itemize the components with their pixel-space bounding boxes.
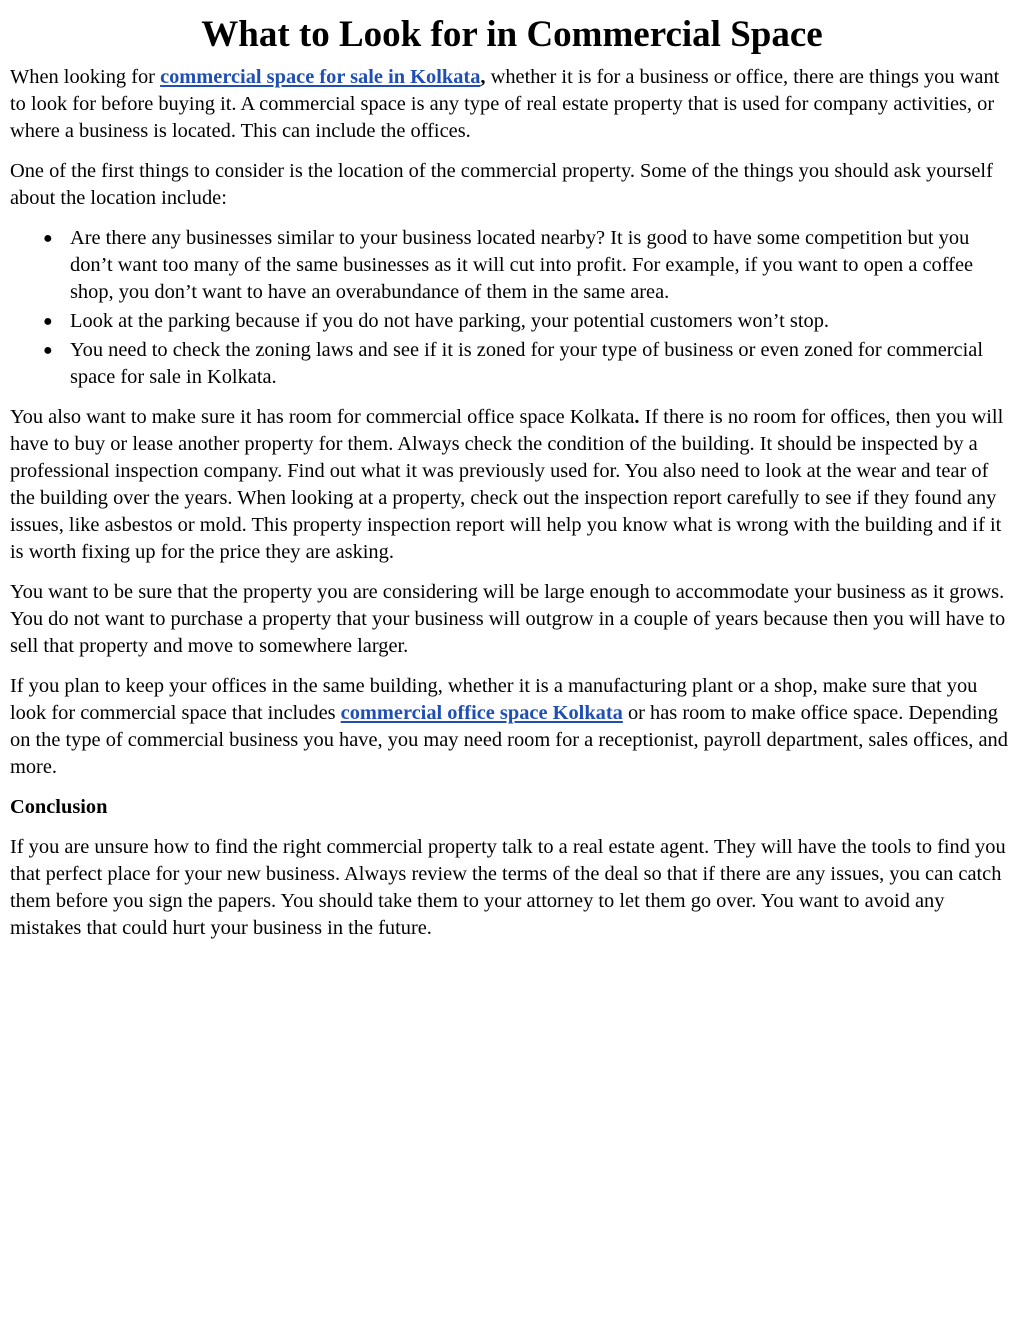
offices-text-end: or has room to make office space. Depending on the type of commercial business you have, you may need room for a receptionist, payroll department, sales offices, and more.: [10, 702, 1008, 778]
office-room-text-end: If there is no room for offices, then you will have to buy or lease another property for them. Always check the condition of the building. It should be inspected by a professional inspection company. Find out what it was previously used for. You also need to look at the wear and tear of the building over the years. When looking at a property, check out the inspection report carefully to see if they found any issues, like asbestos or mold. This property inspection report will help you know what is wrong with the building and if it is worth fixing up for the price they are asking.: [10, 406, 1004, 563]
bullet-icon: ●: [43, 342, 53, 359]
conclusion-paragraph: If you are unsure how to find the right commercial property talk to a real estate agent. They will have the tools to find you that perfect place for your new business. Always review the terms of the deal so that if there are any issues, you can catch them before you sign the papers. You should take them to your attorney to let them go over. You want to avoid any mistakes that could hurt your business in the future.: [10, 836, 1006, 939]
intro-text-start: When looking for: [10, 66, 161, 88]
location-paragraph: One of the first things to consider is the location of the commercial property. Some of the things you should ask yourself about the location include:: [10, 160, 993, 209]
list-item: [43, 225, 1014, 306]
office-room-paragraph: [10, 404, 1014, 566]
list-item: [43, 337, 1014, 391]
growth-paragraph: You want to be sure that the property you are considering will be large enough to accommodate your business as it grows. You do not want to purchase a property that your business will outgrow in a couple of years because then you will have to sell that property and move to somewhere larger.: [10, 581, 1006, 657]
intro-comma: ,: [480, 66, 486, 88]
office-room-period: .: [634, 406, 640, 428]
offices-text-start: If you plan to keep your offices in the same building, whether it is a manufacturing plant or a shop, make sure that you look for commercial space that includes: [10, 675, 978, 724]
office-room-text-start: You also want to make sure it has room for commercial office space Kolkata: [10, 406, 635, 428]
intro-paragraph: [10, 64, 1014, 145]
link-commercial-office-space[interactable]: commercial office space Kolkata: [340, 702, 623, 724]
offices-paragraph: [10, 673, 1014, 781]
list-item: [43, 308, 1014, 335]
conclusion-heading: Conclusion: [10, 796, 108, 818]
list-item-text: You need to check the zoning laws and see if it is zoned for your type of business or even zoned for commercial space for sale in Kolkata.: [70, 339, 983, 388]
intro-text-end: whether it is for a business or office, there are things you want to look for before buying it. A commercial space is any type of real estate property that is used for company activities, or where a business is located. This can include the offices.: [10, 66, 1000, 142]
link-commercial-space-for-sale[interactable]: commercial space for sale in Kolkata: [160, 66, 481, 88]
list-item-text: Are there any businesses similar to your business located nearby? It is good to have some competition but you don’t want too many of the same businesses as it will cut into profit. For example, if you want to open a coffee shop, you don’t want to have an overabundance of them in the same area.: [70, 227, 974, 303]
bullet-icon: ●: [43, 230, 53, 247]
list-item-text: Look at the parking because if you do not have parking, your potential customers won’t stop.: [70, 310, 830, 332]
location-checklist: [10, 225, 1014, 391]
bullet-icon: ●: [43, 313, 53, 330]
page-title: What to Look for in Commercial Space: [201, 14, 823, 55]
